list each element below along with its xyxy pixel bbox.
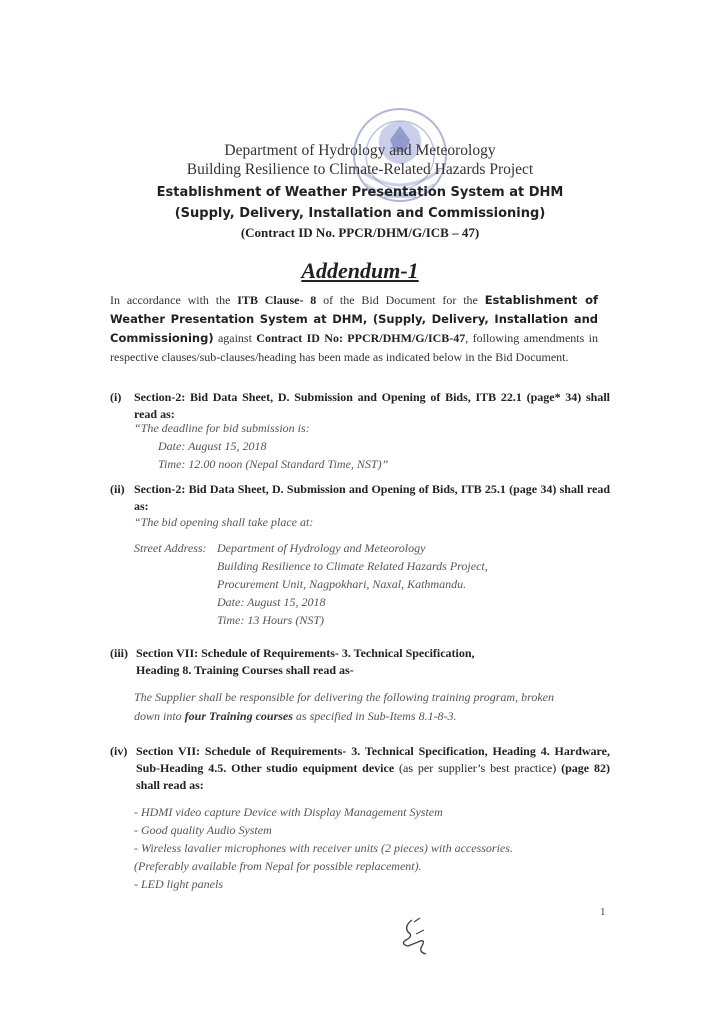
- section-i-quote: “The deadline for bid submission is:: [134, 421, 310, 435]
- section-i-time: Time: 12.00 noon (Nepal Standard Time, NST)”: [158, 457, 389, 471]
- section-heading: Section VII: Schedule of Requirements- 3. Technical Specification, Heading 4. Hardware, Sub-Heading 4.5. Other studio equipment device (as per supplier’s best practice) (page 82) shall read as:: [136, 744, 610, 792]
- section-ii-quote: “The bid opening shall take place at:: [134, 515, 314, 529]
- equipment-item: - HDMI video capture Device with Display Management System: [134, 805, 443, 819]
- addendum-title: Addendum-1: [301, 258, 419, 283]
- page-number: 1: [600, 906, 606, 918]
- intro-paragraph: In accordance with the ITB Clause- 8 of the Bid Document for the Establishment of Weather Presentation System at DHM, (Supply, Delivery, Installation and Commissioning) against Contract ID No: PPCR/DHM/G/ICB-47, following amendments in respective clauses/sub-clauses/heading has been made as indicated below in the Bid Document.: [110, 293, 598, 364]
- project-name: Building Resilience to Climate-Related Hazards Project: [186, 161, 534, 178]
- equipment-item-note: (Preferably available from Nepal for possible replacement).: [134, 859, 422, 873]
- section-heading: Section-2: Bid Data Sheet, D. Submission and Opening of Bids, ITB 22.1 (page* 34) shall read as:: [134, 390, 610, 421]
- section-heading-line-2: Heading 8. Training Courses shall read as-: [136, 663, 354, 677]
- street-address-line-2: Building Resilience to Climate Related Hazards Project,: [217, 559, 488, 573]
- section-iv: [110, 743, 610, 794]
- section-number: (ii): [110, 482, 125, 496]
- section-heading: Section-2: Bid Data Sheet, D. Submission and Opening of Bids, ITB 25.1 (page 34) shall read as:: [134, 482, 610, 513]
- section-ii-date: Date: August 15, 2018: [217, 595, 326, 609]
- section-number: (i): [110, 390, 122, 404]
- section-iii: [110, 645, 610, 679]
- handwritten-initials-signature: [396, 916, 436, 958]
- section-ii: [110, 481, 610, 515]
- section-iii-body-line-1: The Supplier shall be responsible for delivering the following training program, broken: [134, 690, 554, 704]
- section-number: (iv): [110, 744, 128, 758]
- equipment-item: - Wireless lavalier microphones with receiver units (2 pieces) with accessories.: [134, 841, 513, 855]
- section-ii-time: Time: 13 Hours (NST): [217, 613, 325, 627]
- street-address-label: Street Address:: [134, 541, 207, 555]
- equipment-item: - Good quality Audio System: [134, 823, 272, 837]
- department-name: Department of Hydrology and Meteorology: [224, 142, 496, 159]
- equipment-item: - LED light panels: [134, 877, 223, 891]
- section-iii-body-line-2: down into four Training courses as specified in Sub-Items 8.1-8-3.: [134, 709, 457, 723]
- scope-subtitle: (Supply, Delivery, Installation and Commissioning): [174, 206, 546, 221]
- official-stamp-seal: [330, 100, 470, 220]
- section-i: [110, 389, 610, 423]
- street-address-line-1: Department of Hydrology and Meteorology: [217, 541, 426, 555]
- section-i-date: Date: August 15, 2018: [158, 439, 267, 453]
- contract-id: (Contract ID No. PPCR/DHM/G/ICB – 47): [240, 225, 480, 240]
- establishment-title: Establishment of Weather Presentation System at DHM: [156, 185, 564, 200]
- street-address-line-3: Procurement Unit, Nagpokhari, Naxal, Kathmandu.: [217, 577, 467, 591]
- section-heading-line-1: Section VII: Schedule of Requirements- 3. Technical Specification,: [136, 646, 475, 660]
- section-number: (iii): [110, 646, 128, 660]
